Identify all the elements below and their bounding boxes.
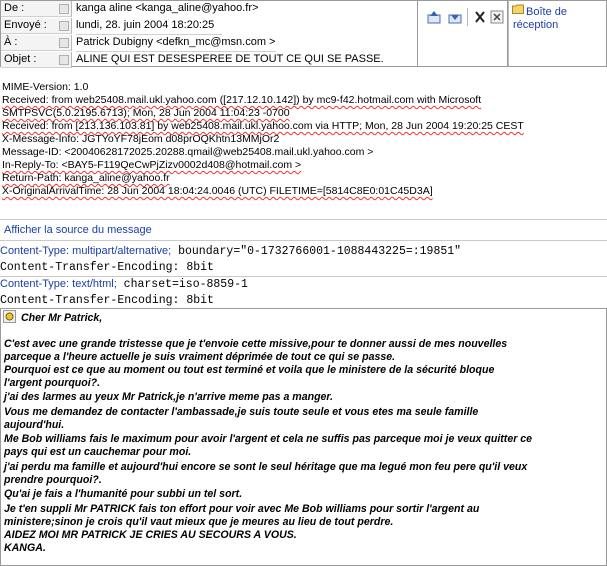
inbox-folder-link[interactable]	[513, 6, 603, 32]
header-arrival-time: X-OriginalArrivalTime: 28 Jun 2004 18:04:24.0046 (UTC) FILETIME=[5814C8E0:01C45D3A]	[2, 185, 433, 197]
message-line: j'ai perdu ma famille et aujourd'hui encore se sont le seul héritage que ma legué mon feu pere qu'il veux	[4, 461, 528, 473]
sent-label: Envoyé :	[1, 18, 72, 34]
divider-line	[0, 240, 607, 241]
message-line: aujourd'hui.	[4, 419, 65, 431]
close-icon[interactable]	[490, 10, 504, 24]
subject-value: ALINE QUI EST DESESPEREE DE TOUT CE QUI SE PASSE.	[76, 53, 384, 65]
message-line: Me Bob williams fais le maximum pour avoir l'argent et cela ne suffis pas parceque moi je veux quitter ce	[4, 433, 533, 445]
delete-icon[interactable]	[473, 10, 487, 24]
message-greeting: Cher Mr Patrick,	[21, 312, 103, 324]
header-return-path: Return-Path: kanga_aline@yahoo.fr	[2, 172, 170, 184]
inbox-link-line2: réception	[513, 19, 559, 31]
header-received-2: Received: from [213.136.103.81] by web25408.mail.ukl.yahoo.com via HTTP; Mon, 28 Jun 2004 19:20:25 CEST	[2, 120, 524, 132]
message-line: C'est avec une grande tristesse que je t'envoie cette missive,pour te donner aussi de mes nouvelles	[4, 338, 508, 350]
from-value[interactable]: kanga aline <kanga_aline@yahoo.fr>	[76, 2, 259, 14]
sent-value: lundi, 28. juin 2004 18:20:25	[76, 18, 222, 35]
header-received-1: Received: from web25408.mail.ukl.yahoo.com ([217.12.10.142]) by mc9-f42.hotmail.com with Microsoft	[2, 94, 482, 106]
to-value[interactable]: Patrick Dubigny <defkn_mc@msn.com >	[76, 35, 276, 52]
message-line: pays qui est un cauchemar pour moi.	[4, 446, 192, 458]
message-line: Pourquoi est ce que au moment ou tout est terminé et voila que le ministere de la sécurité bloque	[4, 364, 495, 376]
message-line: ministere;sinon je crois qu'il vaut mieux que je meures au lieu de tout perdre.	[4, 516, 394, 528]
content-type-value: boundary="0-1732766001-1088443225=:19851"	[171, 245, 462, 258]
message-signature: KANGA.	[4, 542, 46, 554]
field-separator-icon	[59, 38, 69, 48]
message-line: parceque a l'heure actuelle je suis vraiment déprimée de tout ce qui se passe.	[4, 351, 396, 363]
subject-row	[1, 52, 419, 69]
message-body	[0, 308, 607, 566]
field-separator-icon	[59, 4, 69, 14]
move-down-icon[interactable]	[448, 10, 462, 24]
header-received-1-cont: SMTPSVC(5.0.2195.6713); Mon, 28 Jun 2004 11:04:23 -0700	[2, 107, 290, 119]
mime-part-2	[0, 277, 607, 292]
message-toolbar	[418, 0, 508, 67]
header-x-message-info: X-Message-Info: JGTYoYF78jEom d08prOQKhtn13MMjOr2	[2, 133, 280, 145]
header-in-reply-to: In-Reply-To: <BAY5-F119QeCwPjZizv0002d408@hotmail.com >	[2, 159, 302, 171]
to-row	[1, 35, 419, 52]
message-line: Je t'en suppli Mr PATRICK fais ton effort pour voir avec Me Bob williams pour sortir l'argent au	[4, 503, 480, 515]
inbox-folder-box	[508, 0, 607, 67]
header-message-id: Message-ID: <20040628172025.20288.qmail@web25408.mail.ukl.yahoo.com >	[2, 146, 374, 158]
header-mime-version: MIME-Version: 1.0	[2, 81, 89, 93]
move-up-icon[interactable]	[427, 10, 441, 24]
divider-line	[0, 219, 607, 220]
view-source-link[interactable]: Afficher la source du message	[4, 224, 152, 236]
sent-row	[1, 18, 419, 35]
content-type-label: Content-Type: text/html;	[0, 278, 117, 290]
from-row	[1, 1, 419, 18]
message-line: l'argent pourquoi?.	[4, 377, 101, 389]
from-label: De :	[1, 1, 72, 17]
content-type-label: Content-Type: multipart/alternative;	[0, 245, 172, 257]
attachment-icon[interactable]	[3, 310, 16, 323]
subject-label: Objet :	[1, 52, 72, 68]
message-line: Qu'ai je fais a l'humanité pour subbi un tel sort.	[4, 488, 243, 500]
inbox-link-line1: Boîte de	[526, 6, 567, 18]
message-line: AIDEZ MOI MR PATRICK JE CRIES AU SECOURS A VOUS.	[4, 529, 297, 541]
mime-part-1	[0, 244, 607, 259]
message-header-panel	[0, 0, 418, 67]
field-separator-icon	[59, 21, 69, 31]
message-line: Vous me demandez de contacter l'ambassade,je suis toute seule et vous etes ma seule famille	[4, 406, 479, 418]
message-line: prendre pourquoi?.	[4, 474, 102, 486]
mime-part-2-encoding: Content-Transfer-Encoding: 8bit	[0, 294, 214, 307]
content-type-value: charset=iso-8859-1	[116, 278, 248, 291]
to-label: À :	[1, 35, 72, 51]
toolbar-divider	[467, 8, 468, 26]
message-line: j'ai des larmes au yeux Mr Patrick,je n'arrive meme pas a manger.	[4, 391, 333, 403]
mime-part-1-encoding: Content-Transfer-Encoding: 8bit	[0, 261, 214, 274]
field-separator-icon	[59, 55, 69, 65]
